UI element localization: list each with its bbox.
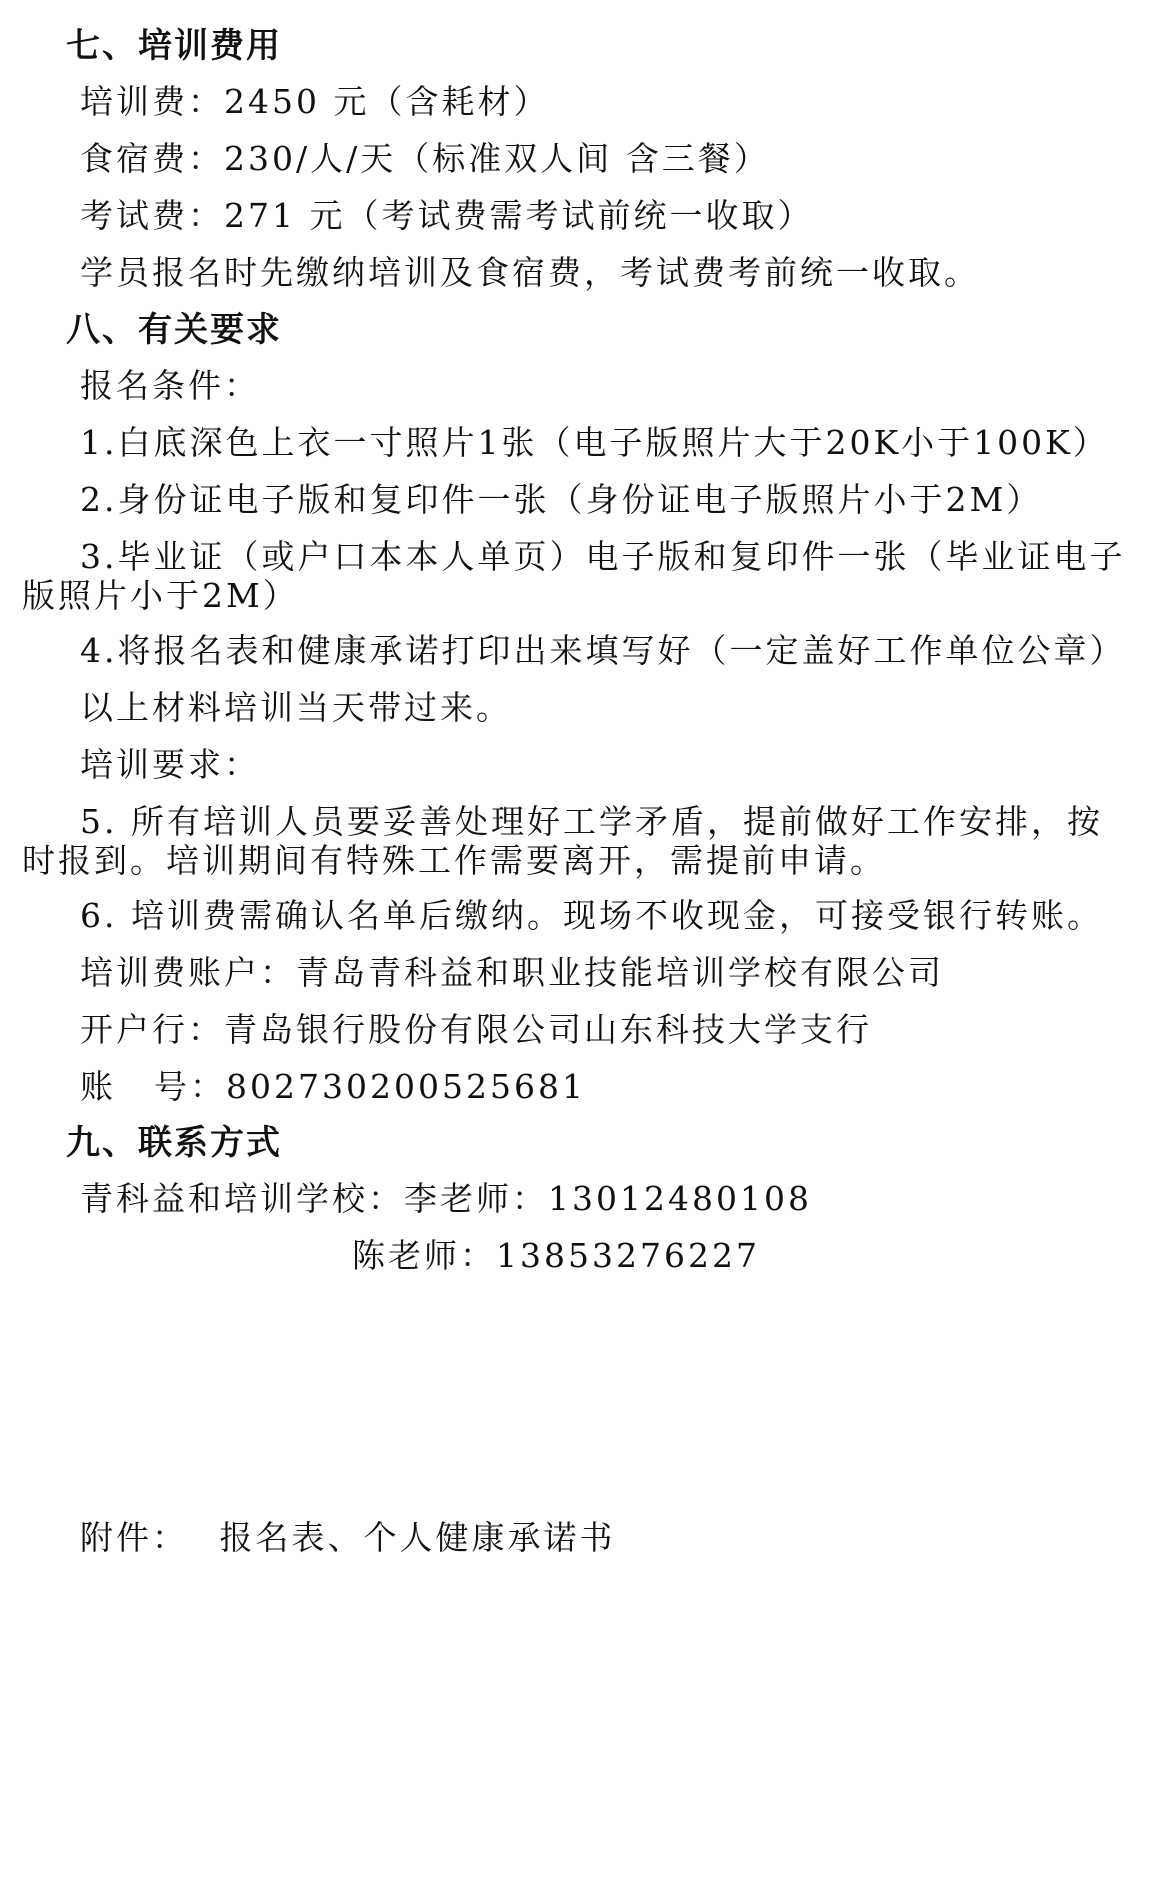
materials-note: 以上材料培训当天带过来。: [80, 688, 512, 727]
exam-fee-line: 考试费：271 元（考试费需考试前统一收取）: [80, 196, 814, 235]
requirement-item-2: 2.身份证电子版和复印件一张（身份证电子版照片小于2M）: [80, 480, 1043, 519]
bank-line: 开户行：青岛银行股份有限公司山东科技大学支行: [80, 1010, 872, 1049]
requirement-item-5-line-2: 时报到。培训期间有特殊工作需要离开，需提前申请。: [22, 841, 886, 880]
requirement-item-3-line-1: 3.毕业证（或户口本本人单页）电子版和复印件一张（毕业证电子: [80, 537, 1126, 576]
account-number: 802730200525681: [226, 1067, 586, 1106]
training-fee-line: 培训费：2450 元（含耗材）: [80, 82, 550, 121]
contact-line-1: 青科益和培训学校：李老师：13012480108: [80, 1179, 812, 1218]
attachment-line: [80, 1518, 616, 1558]
board-fee-line: 食宿费：230/人/天（标准双人间 含三餐）: [80, 139, 770, 178]
registration-conditions-title: 报名条件：: [80, 366, 260, 405]
requirement-item-1: 1.白底深色上衣一寸照片1张（电子版照片大于20K小于100K）: [80, 423, 1109, 462]
account-label-b: 号：: [154, 1067, 226, 1106]
section-8-heading: 八、有关要求: [66, 310, 282, 350]
account-number-line: [80, 1067, 586, 1107]
account-label-a: 账: [80, 1067, 116, 1106]
attachment-label: 附件：: [80, 1518, 188, 1557]
payment-note-line: 学员报名时先缴纳培训及食宿费，考试费考前统一收取。: [80, 253, 980, 292]
requirement-item-4: 4.将报名表和健康承诺打印出来填写好（一定盖好工作单位公章）: [80, 631, 1126, 670]
account-name-line: 培训费账户：青岛青科益和职业技能培训学校有限公司: [80, 953, 944, 992]
section-7-heading: 七、培训费用: [66, 26, 282, 66]
contact-line-2: 陈老师：13853276227: [352, 1236, 760, 1275]
requirement-item-5-line-1: 5. 所有培训人员要妥善处理好工学矛盾，提前做好工作安排，按: [80, 802, 1103, 841]
training-requirements-title: 培训要求：: [80, 745, 260, 784]
requirement-item-3-line-2: 版照片小于2M）: [22, 576, 299, 615]
requirement-item-6: 6. 培训费需确认名单后缴纳。现场不收现金，可接受银行转账。: [80, 896, 1103, 935]
attachment-items: 报名表、个人健康承诺书: [219, 1518, 616, 1557]
section-9-heading: 九、联系方式: [66, 1123, 282, 1163]
